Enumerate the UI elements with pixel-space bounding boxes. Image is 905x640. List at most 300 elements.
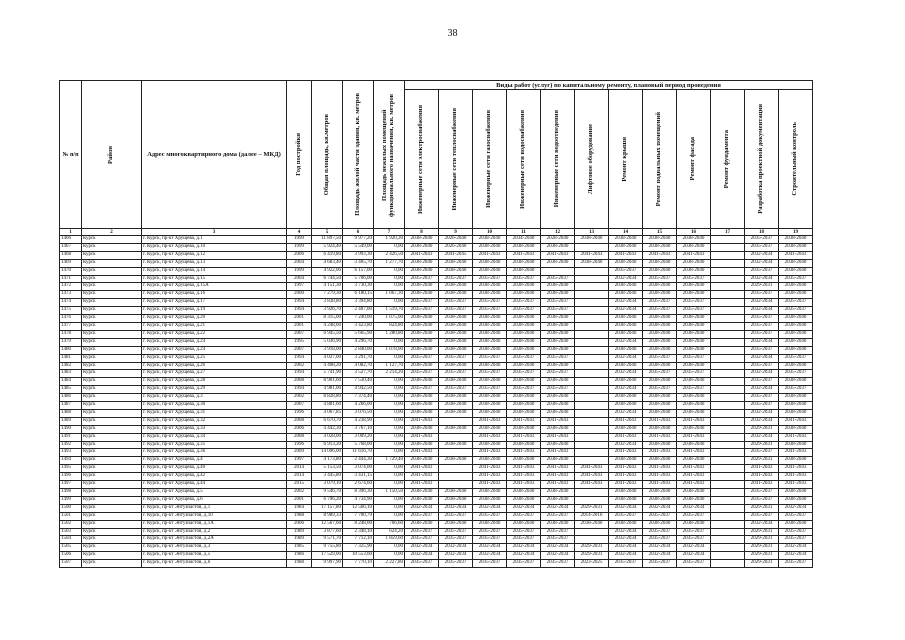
total-area-cell: 8 901,60 bbox=[312, 378, 343, 386]
work-period-cell: 2038-2040 bbox=[541, 402, 575, 410]
work-period-cell: 2032-2034 bbox=[473, 552, 507, 560]
year-cell: 2015 bbox=[287, 481, 312, 489]
work-period-cell: 2041-2043 bbox=[507, 473, 541, 481]
total-area-cell: 9 571,70 bbox=[312, 536, 343, 544]
work-period-cell: 2041-2043 bbox=[643, 481, 677, 489]
column-number: 8 bbox=[405, 229, 439, 236]
work-period-cell bbox=[575, 338, 609, 346]
nonliving-area-cell: 1 078,00 bbox=[374, 346, 405, 354]
work-period-cell: 2038-2040 bbox=[473, 259, 507, 267]
work-period-cell: 2041-2043 bbox=[507, 481, 541, 489]
nonliving-area-cell: 0,00 bbox=[374, 473, 405, 481]
work-period-cell: 2038-2040 bbox=[779, 283, 813, 291]
work-period-cell: 2035-2037 bbox=[439, 275, 473, 283]
work-period-cell: 2038-2040 bbox=[405, 338, 439, 346]
work-period-cell: 2038-2040 bbox=[779, 378, 813, 386]
district-cell: Курск bbox=[82, 267, 142, 275]
work-period-cell: 2041-2043 bbox=[405, 417, 439, 425]
table-row bbox=[60, 315, 813, 323]
nonliving-area-cell: 1 127,70 bbox=[374, 362, 405, 370]
work-period-cell bbox=[711, 473, 745, 481]
work-period-cell: 2041-2043 bbox=[541, 481, 575, 489]
year-cell: 2008 bbox=[287, 378, 312, 386]
work-period-cell: 2038-2040 bbox=[473, 338, 507, 346]
work-period-cell: 2035-2037 bbox=[745, 236, 779, 244]
nonliving-area-cell: 0,00 bbox=[374, 402, 405, 410]
address-cell: г. Курск, пр-кт Хрущева, д.12 bbox=[142, 251, 287, 259]
header-num: № п/п bbox=[60, 81, 82, 229]
work-period-cell bbox=[575, 394, 609, 402]
work-period-cell: 2032-2034 bbox=[745, 370, 779, 378]
column-number: 4 bbox=[287, 229, 312, 236]
year-cell: 2002 bbox=[287, 489, 312, 497]
work-period-cell: 2041-2043 bbox=[609, 251, 643, 259]
work-period-cell: 2038-2040 bbox=[677, 267, 711, 275]
living-area-cell: 3 074,00 bbox=[343, 465, 374, 473]
living-area-cell: 2 407,00 bbox=[343, 307, 374, 315]
work-period-cell bbox=[711, 378, 745, 386]
table-row bbox=[60, 536, 813, 544]
district-cell: Курск bbox=[82, 322, 142, 330]
total-area-cell: 5 036,90 bbox=[312, 338, 343, 346]
work-period-cell: 2038-2040 bbox=[473, 243, 507, 251]
work-period-cell: 2038-2040 bbox=[541, 338, 575, 346]
district-cell: Курск bbox=[82, 315, 142, 323]
work-period-cell: 2032-2034 bbox=[745, 433, 779, 441]
work-period-cell: 2035-2037 bbox=[745, 378, 779, 386]
nonliving-area-cell: 1 920,30 bbox=[374, 236, 405, 244]
nonliving-area-cell: 2 426,50 bbox=[374, 251, 405, 259]
row-number: 1484 bbox=[60, 378, 82, 386]
work-period-cell: 2038-2040 bbox=[575, 236, 609, 244]
work-period-cell: 2035-2037 bbox=[779, 386, 813, 394]
table-row bbox=[60, 496, 813, 504]
work-period-cell: 2035-2037 bbox=[745, 346, 779, 354]
work-period-cell: 2041-2043 bbox=[677, 481, 711, 489]
work-period-cell bbox=[575, 528, 609, 536]
work-period-cell bbox=[575, 291, 609, 299]
work-period-cell: 2038-2040 bbox=[609, 236, 643, 244]
year-cell: 2001 bbox=[287, 496, 312, 504]
table-row bbox=[60, 370, 813, 378]
column-number: 13 bbox=[575, 229, 609, 236]
work-period-cell: 2041-2043 bbox=[541, 433, 575, 441]
work-period-cell: 2038-2040 bbox=[677, 322, 711, 330]
header-work-1: Инженерные сети электроснабжения bbox=[405, 90, 439, 229]
nonliving-area-cell: 1 067,30 bbox=[374, 291, 405, 299]
row-number: 1497 bbox=[60, 481, 82, 489]
header-living-area: Площадь жилой части здания, кв. метров bbox=[343, 81, 374, 229]
district-cell: Курск bbox=[82, 560, 142, 568]
work-period-cell: 2038-2040 bbox=[677, 489, 711, 497]
work-period-cell: 2038-2040 bbox=[507, 496, 541, 504]
work-period-cell bbox=[439, 417, 473, 425]
work-period-cell: 2038-2040 bbox=[779, 362, 813, 370]
total-area-cell: 4 067,85 bbox=[312, 409, 343, 417]
table-row bbox=[60, 544, 813, 552]
table-row bbox=[60, 267, 813, 275]
work-period-cell: 2038-2040 bbox=[677, 394, 711, 402]
work-period-cell: 2032-2034 bbox=[677, 504, 711, 512]
work-period-cell: 2035-2037 bbox=[439, 354, 473, 362]
work-period-cell: 2029-2031 bbox=[745, 528, 779, 536]
district-cell: Курск bbox=[82, 417, 142, 425]
year-cell: 1997 bbox=[287, 283, 312, 291]
work-period-cell: 2032-2034 bbox=[745, 275, 779, 283]
work-period-cell: 2032-2034 bbox=[609, 354, 643, 362]
work-period-cell: 2035-2037 bbox=[643, 307, 677, 315]
total-area-cell: 4 922,00 bbox=[312, 267, 343, 275]
row-number: 1492 bbox=[60, 441, 82, 449]
work-period-cell: 2032-2034 bbox=[609, 307, 643, 315]
work-period-cell: 2035-2037 bbox=[439, 560, 473, 568]
work-period-cell bbox=[711, 283, 745, 291]
district-cell: Курск bbox=[82, 481, 142, 489]
total-area-cell: 9 755,80 bbox=[312, 544, 343, 552]
work-period-cell: 2041-2043 bbox=[643, 251, 677, 259]
work-period-cell: 2038-2040 bbox=[473, 441, 507, 449]
header-district: Район bbox=[82, 81, 142, 229]
living-area-cell: 4 266,00 bbox=[343, 402, 374, 410]
work-period-cell bbox=[711, 504, 745, 512]
work-period-cell: 2035-2037 bbox=[405, 536, 439, 544]
work-period-cell: 2038-2040 bbox=[507, 291, 541, 299]
work-period-cell: 2035-2037 bbox=[677, 536, 711, 544]
work-period-cell: 2032-2034 bbox=[779, 504, 813, 512]
work-period-cell: 2035-2037 bbox=[677, 512, 711, 520]
work-period-cell bbox=[711, 354, 745, 362]
capital-repair-table bbox=[59, 80, 813, 568]
work-period-cell: 2038-2040 bbox=[779, 322, 813, 330]
work-period-cell: 2038-2040 bbox=[405, 402, 439, 410]
year-cell: 1994 bbox=[287, 386, 312, 394]
work-period-cell: 2038-2040 bbox=[677, 425, 711, 433]
header-total-area: Общая площадь, кв.метров bbox=[312, 81, 343, 229]
work-period-cell: 2038-2040 bbox=[643, 378, 677, 386]
district-cell: Курск bbox=[82, 449, 142, 457]
work-period-cell bbox=[711, 552, 745, 560]
row-number: 1471 bbox=[60, 275, 82, 283]
nonliving-area-cell: 0,00 bbox=[374, 449, 405, 457]
total-area-cell: 3 877,60 bbox=[312, 528, 343, 536]
work-period-cell: 2038-2040 bbox=[405, 489, 439, 497]
work-period-cell: 2038-2040 bbox=[643, 409, 677, 417]
work-period-cell: 2035-2037 bbox=[745, 496, 779, 504]
work-period-cell: 2032-2034 bbox=[405, 544, 439, 552]
work-period-cell bbox=[575, 425, 609, 433]
address-cell: г. Курск, пр-кт Хрущева, д.19 bbox=[142, 307, 287, 315]
table-row bbox=[60, 552, 813, 560]
year-cell: 1984 bbox=[287, 504, 312, 512]
page-number: 38 bbox=[447, 28, 458, 39]
address-cell: г. Курск, пр-кт Хрущева, д.44 bbox=[142, 481, 287, 489]
work-period-cell: 2038-2040 bbox=[405, 441, 439, 449]
work-period-cell: 2032-2034 bbox=[745, 386, 779, 394]
work-period-cell: 2038-2040 bbox=[677, 236, 711, 244]
work-period-cell: 2035-2037 bbox=[643, 528, 677, 536]
living-area-cell: 5 768,00 bbox=[343, 441, 374, 449]
work-period-cell: 2035-2037 bbox=[779, 512, 813, 520]
work-period-cell: 2038-2040 bbox=[677, 243, 711, 251]
work-period-cell bbox=[575, 409, 609, 417]
work-period-cell: 2038-2040 bbox=[405, 394, 439, 402]
work-period-cell: 2035-2037 bbox=[405, 299, 439, 307]
work-period-cell: 2038-2040 bbox=[507, 425, 541, 433]
row-number: 1478 bbox=[60, 330, 82, 338]
work-period-cell: 2041-2043 bbox=[507, 433, 541, 441]
work-period-cell: 2029-2031 bbox=[745, 544, 779, 552]
total-area-cell: 3 918,00 bbox=[312, 346, 343, 354]
nonliving-area-cell: 0,00 bbox=[374, 283, 405, 291]
work-period-cell: 2038-2040 bbox=[439, 457, 473, 465]
living-area-cell: 6 157,00 bbox=[343, 267, 374, 275]
living-area-cell: 11 616,70 bbox=[343, 449, 374, 457]
row-number: 1495 bbox=[60, 465, 82, 473]
total-area-cell: 7 279,30 bbox=[312, 291, 343, 299]
work-period-cell bbox=[575, 315, 609, 323]
district-cell: Курск bbox=[82, 528, 142, 536]
district-cell: Курск bbox=[82, 512, 142, 520]
district-cell: Курск bbox=[82, 236, 142, 244]
work-period-cell: 2038-2040 bbox=[643, 283, 677, 291]
year-cell: 2004 bbox=[287, 259, 312, 267]
work-period-cell: 2035-2037 bbox=[439, 386, 473, 394]
column-number: 10 bbox=[473, 229, 507, 236]
header-work-9: Ремонт фасада bbox=[677, 90, 711, 229]
work-period-cell: 2038-2040 bbox=[575, 259, 609, 267]
total-area-cell: 17 529,00 bbox=[312, 552, 343, 560]
total-area-cell: 4 173,80 bbox=[312, 457, 343, 465]
work-period-cell: 2038-2040 bbox=[405, 457, 439, 465]
table-row bbox=[60, 386, 813, 394]
work-period-cell: 2032-2034 bbox=[677, 544, 711, 552]
work-period-cell: 2041-2043 bbox=[609, 417, 643, 425]
header-work-2: Инженерные сети теплоснабжения bbox=[439, 90, 473, 229]
work-period-cell: 2032-2034 bbox=[745, 251, 779, 259]
work-period-cell: 2038-2040 bbox=[779, 315, 813, 323]
total-area-cell: 5 741,90 bbox=[312, 370, 343, 378]
nonliving-area-cell: 0,00 bbox=[374, 544, 405, 552]
column-number: 14 bbox=[609, 229, 643, 236]
header-work-4: Инженерные сети водоснабжения bbox=[507, 90, 541, 229]
year-cell: 2007 bbox=[287, 330, 312, 338]
living-area-cell: 2 674,60 bbox=[343, 481, 374, 489]
year-cell: 1995 bbox=[287, 338, 312, 346]
work-period-cell: 2038-2040 bbox=[609, 496, 643, 504]
work-period-cell: 2038-2040 bbox=[609, 330, 643, 338]
work-period-cell: 2038-2040 bbox=[541, 409, 575, 417]
nonliving-area-cell: 1 075,00 bbox=[374, 315, 405, 323]
living-area-cell: 4 082,70 bbox=[343, 362, 374, 370]
work-period-cell: 2041-2043 bbox=[405, 465, 439, 473]
nonliving-area-cell: 0,00 bbox=[374, 299, 405, 307]
year-cell: 2001 bbox=[287, 315, 312, 323]
work-period-cell: 2041-2043 bbox=[405, 481, 439, 489]
total-area-cell: 8 315,00 bbox=[312, 315, 343, 323]
work-period-cell: 2032-2034 bbox=[745, 259, 779, 267]
work-period-cell: 2038-2040 bbox=[405, 362, 439, 370]
row-number: 1485 bbox=[60, 386, 82, 394]
work-period-cell: 2041-2043 bbox=[473, 473, 507, 481]
column-number: 9 bbox=[439, 229, 473, 236]
work-period-cell bbox=[711, 528, 745, 536]
work-period-cell: 2038-2040 bbox=[439, 291, 473, 299]
work-period-cell: 2038-2040 bbox=[439, 338, 473, 346]
work-period-cell: 2035-2037 bbox=[677, 299, 711, 307]
work-period-cell: 2038-2040 bbox=[643, 489, 677, 497]
nonliving-area-cell: 1 280,80 bbox=[374, 330, 405, 338]
table-row bbox=[60, 417, 813, 425]
address-cell: г. Курск, пр-кт Хрущева, д.16 bbox=[142, 291, 287, 299]
year-cell: 1994 bbox=[287, 307, 312, 315]
work-period-cell bbox=[711, 307, 745, 315]
work-period-cell bbox=[575, 275, 609, 283]
work-period-cell: 2032-2034 bbox=[473, 544, 507, 552]
work-period-cell: 2038-2040 bbox=[643, 330, 677, 338]
work-period-cell: 2038-2040 bbox=[609, 362, 643, 370]
work-period-cell: 2035-2037 bbox=[473, 560, 507, 568]
total-area-cell: 6 945,50 bbox=[312, 330, 343, 338]
work-period-cell: 2038-2040 bbox=[779, 496, 813, 504]
work-period-cell: 2038-2040 bbox=[473, 362, 507, 370]
work-period-cell: 2038-2040 bbox=[677, 291, 711, 299]
row-number: 1482 bbox=[60, 362, 82, 370]
work-period-cell: 2032-2034 bbox=[405, 504, 439, 512]
total-area-cell: 4 248,60 bbox=[312, 322, 343, 330]
address-cell: г. Курск, пр-кт Хрущева, д.36 bbox=[142, 449, 287, 457]
work-period-cell: 2032-2034 bbox=[609, 386, 643, 394]
work-period-cell: 2038-2040 bbox=[473, 496, 507, 504]
work-period-cell: 2041-2043 bbox=[541, 465, 575, 473]
work-period-cell: 2038-2040 bbox=[541, 330, 575, 338]
table-row bbox=[60, 275, 813, 283]
district-cell: Курск bbox=[82, 386, 142, 394]
work-period-cell: 2035-2037 bbox=[643, 560, 677, 568]
work-period-cell: 2038-2040 bbox=[609, 520, 643, 528]
work-period-cell: 2041-2043 bbox=[677, 433, 711, 441]
row-number: 1493 bbox=[60, 449, 82, 457]
work-period-cell bbox=[575, 386, 609, 394]
living-area-cell: 4 734,90 bbox=[343, 496, 374, 504]
work-period-cell: 2035-2037 bbox=[405, 275, 439, 283]
work-period-cell: 2038-2040 bbox=[779, 259, 813, 267]
work-period-cell: 2041-2043 bbox=[473, 481, 507, 489]
total-area-cell: 4 408,20 bbox=[312, 362, 343, 370]
table-row bbox=[60, 338, 813, 346]
total-area-cell: 4 442,30 bbox=[312, 425, 343, 433]
row-number: 1499 bbox=[60, 496, 82, 504]
work-period-cell: 2038-2040 bbox=[507, 330, 541, 338]
work-period-cell: 2029-2031 bbox=[745, 552, 779, 560]
work-period-cell: 2038-2040 bbox=[677, 346, 711, 354]
work-period-cell: 2038-2040 bbox=[677, 409, 711, 417]
work-period-cell: 2041-2043 bbox=[473, 465, 507, 473]
row-number: 1477 bbox=[60, 322, 82, 330]
district-cell: Курск bbox=[82, 243, 142, 251]
work-period-cell: 2032-2034 bbox=[745, 520, 779, 528]
work-period-cell: 2032-2034 bbox=[541, 544, 575, 552]
work-period-cell: 2032-2034 bbox=[609, 528, 643, 536]
table-row bbox=[60, 425, 813, 433]
work-period-cell: 2038-2040 bbox=[677, 378, 711, 386]
work-period-cell: 2041-2043 bbox=[643, 417, 677, 425]
work-period-cell: 2035-2037 bbox=[745, 402, 779, 410]
header-work-6: Лифтовое оборудование bbox=[575, 90, 609, 229]
work-period-cell: 2038-2040 bbox=[473, 283, 507, 291]
work-period-cell: 2035-2037 bbox=[609, 560, 643, 568]
work-period-cell: 2038-2040 bbox=[439, 330, 473, 338]
nonliving-area-cell: 0,00 bbox=[374, 417, 405, 425]
table-row bbox=[60, 251, 813, 259]
table-row bbox=[60, 307, 813, 315]
row-number: 1476 bbox=[60, 315, 82, 323]
work-period-cell: 2041-2043 bbox=[643, 465, 677, 473]
year-cell: 1996 bbox=[287, 409, 312, 417]
work-period-cell bbox=[711, 544, 745, 552]
address-cell: г. Курск, пр-кт Хрущева, д.20 bbox=[142, 315, 287, 323]
row-number: 1507 bbox=[60, 560, 82, 568]
work-period-cell: 2038-2040 bbox=[405, 425, 439, 433]
work-period-cell: 2032-2034 bbox=[643, 544, 677, 552]
work-period-cell bbox=[711, 496, 745, 504]
work-period-cell: 2038-2040 bbox=[779, 520, 813, 528]
header-work-11: Разработка проектной документации bbox=[745, 90, 779, 229]
header-works-title: Виды работ (услуг) по капитальному ремонту, плановый период проведения bbox=[405, 81, 813, 90]
living-area-cell: 3 431,15 bbox=[343, 473, 374, 481]
work-period-cell: 2035-2037 bbox=[507, 307, 541, 315]
table-row bbox=[60, 322, 813, 330]
row-number: 1486 bbox=[60, 394, 82, 402]
total-area-cell: 8 828,80 bbox=[312, 394, 343, 402]
table-row bbox=[60, 354, 813, 362]
work-period-cell: 2035-2037 bbox=[609, 512, 643, 520]
address-cell: г. Курск, пр-кт Энтузиастов, д.6 bbox=[142, 560, 287, 568]
year-cell: 1994 bbox=[287, 370, 312, 378]
work-period-cell: 2038-2040 bbox=[507, 346, 541, 354]
work-period-cell: 2032-2034 bbox=[745, 307, 779, 315]
living-area-cell: 7 325,90 bbox=[343, 544, 374, 552]
work-period-cell: 2041-2043 bbox=[473, 433, 507, 441]
year-cell: 2006 bbox=[287, 425, 312, 433]
work-period-cell bbox=[711, 536, 745, 544]
nonliving-area-cell: 0,00 bbox=[374, 496, 405, 504]
row-number: 1472 bbox=[60, 283, 82, 291]
table-row bbox=[60, 504, 813, 512]
living-area-cell: 7 770,10 bbox=[343, 560, 374, 568]
work-period-cell: 2038-2040 bbox=[473, 425, 507, 433]
work-period-cell: 2014-2016 bbox=[575, 512, 609, 520]
work-period-cell: 2035-2037 bbox=[779, 299, 813, 307]
table-row bbox=[60, 283, 813, 291]
work-period-cell: 2041-2043 bbox=[507, 251, 541, 259]
column-number: 1 bbox=[60, 229, 82, 236]
work-period-cell: 2041-2043 bbox=[609, 433, 643, 441]
work-period-cell: 2038-2040 bbox=[507, 338, 541, 346]
row-number: 1501 bbox=[60, 512, 82, 520]
work-period-cell: 2038-2040 bbox=[541, 457, 575, 465]
address-cell: г. Курск, пр-кт Хрущева, д.30 bbox=[142, 402, 287, 410]
work-period-cell: 2032-2034 bbox=[507, 504, 541, 512]
address-cell: г. Курск, пр-кт Хрущева, д.21 bbox=[142, 322, 287, 330]
nonliving-area-cell: 1 729,40 bbox=[374, 457, 405, 465]
work-period-cell: 2038-2040 bbox=[507, 315, 541, 323]
district-cell: Курск bbox=[82, 425, 142, 433]
total-area-cell: 6 670,70 bbox=[312, 417, 343, 425]
work-period-cell: 2038-2040 bbox=[507, 267, 541, 275]
work-period-cell: 2041-2043 bbox=[473, 449, 507, 457]
work-period-cell: 2038-2040 bbox=[643, 402, 677, 410]
living-area-cell: 7 374,40 bbox=[343, 394, 374, 402]
